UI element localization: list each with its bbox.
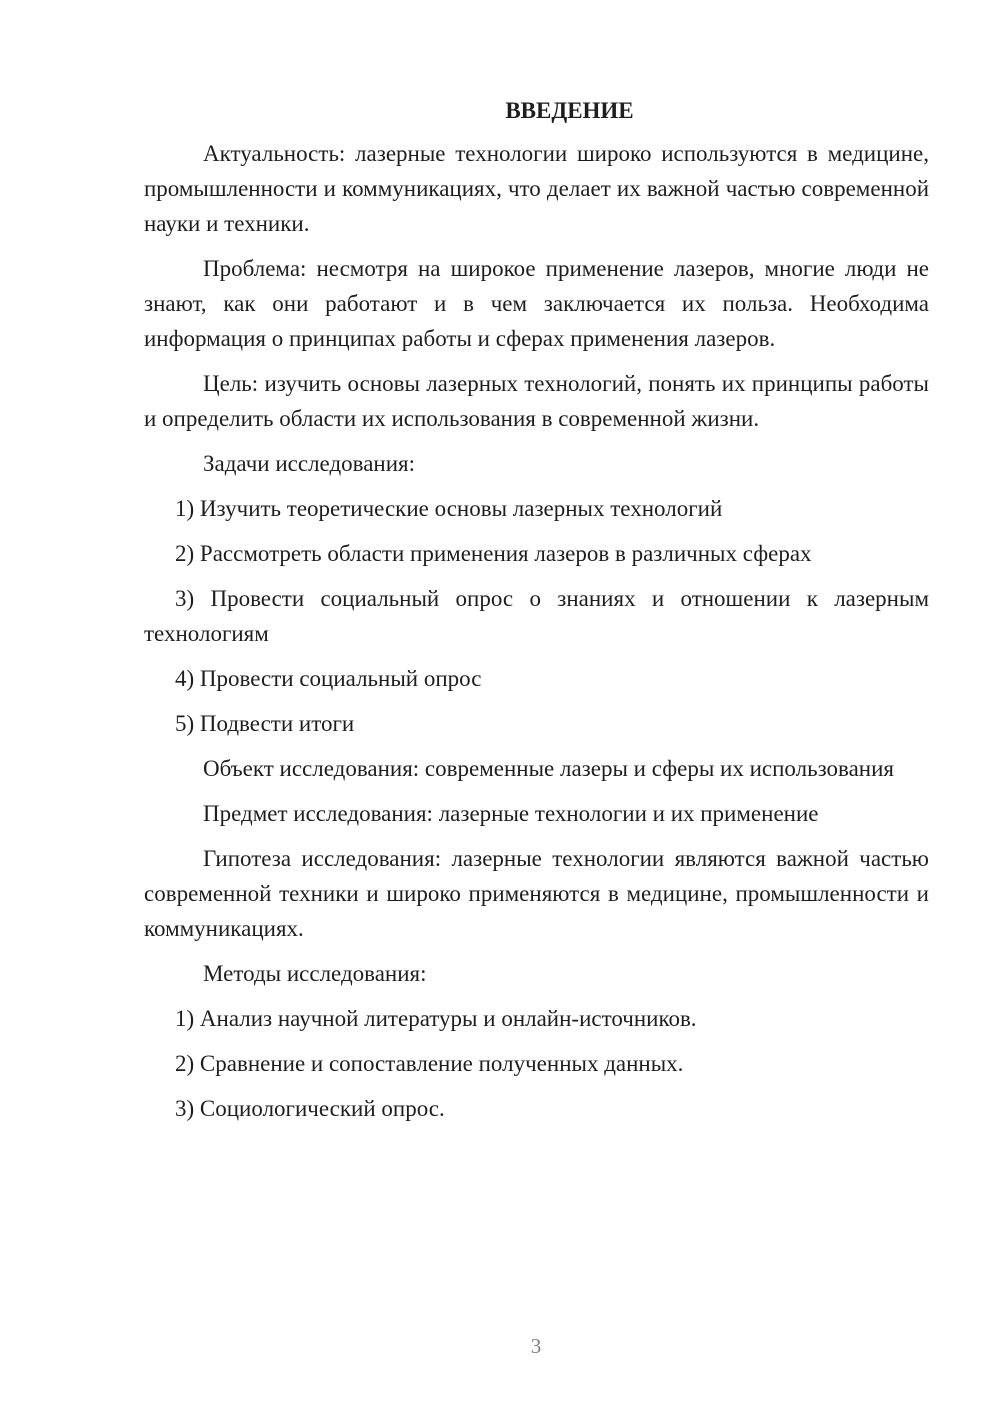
tasks-heading: Задачи исследования: [203, 451, 416, 476]
methods-heading: Методы исследования: [203, 961, 427, 986]
page-content [144, 93, 929, 1136]
task-item-4: 4) Провести социальный опрос [175, 666, 482, 691]
method-item-3: 3) Социологический опрос. [175, 1096, 445, 1121]
task-item-5: 5) Подвести итоги [175, 711, 355, 736]
subject-paragraph: Предмет исследования: лазерные технологии и их применение [203, 801, 819, 826]
task-item-1: 1) Изучить теоретические основы лазерных технологий [175, 496, 723, 521]
object-paragraph: Объект исследования: современные лазеры и сферы их использования [203, 756, 894, 781]
task-item-2: 2) Рассмотреть области применения лазеров в различных сферах [175, 541, 812, 566]
relevance-paragraph: Актуальность: лазерные технологии широко используются в медицине, промышленности и коммуникациях, что делает их важной частью современной науки и техники. [144, 141, 929, 236]
method-item-1: 1) Анализ научной литературы и онлайн-источников. [175, 1006, 697, 1031]
task-item-3: 3) Провести социальный опрос о знаниях и отношении к лазерным технологиям [144, 586, 929, 646]
problem-paragraph: Проблема: несмотря на широкое применение лазеров, многие люди не знают, как они работают и в чем заключается их польза. Необходима информация о принципах работы и сферах применения лазеров. [144, 256, 929, 351]
page-title: ВВЕДЕНИЕ [505, 98, 634, 123]
method-item-2: 2) Сравнение и сопоставление полученных данных. [175, 1051, 684, 1076]
goal-paragraph: Цель: изучить основы лазерных технологий, понять их принципы работы и определить области их использования в современной жизни. [144, 371, 929, 431]
page-number: 3 [530, 1334, 542, 1358]
hypothesis-paragraph: Гипотеза исследования: лазерные технологии являются важной частью современной техники и широко применяются в медицине, промышленности и коммуникациях. [144, 846, 929, 941]
